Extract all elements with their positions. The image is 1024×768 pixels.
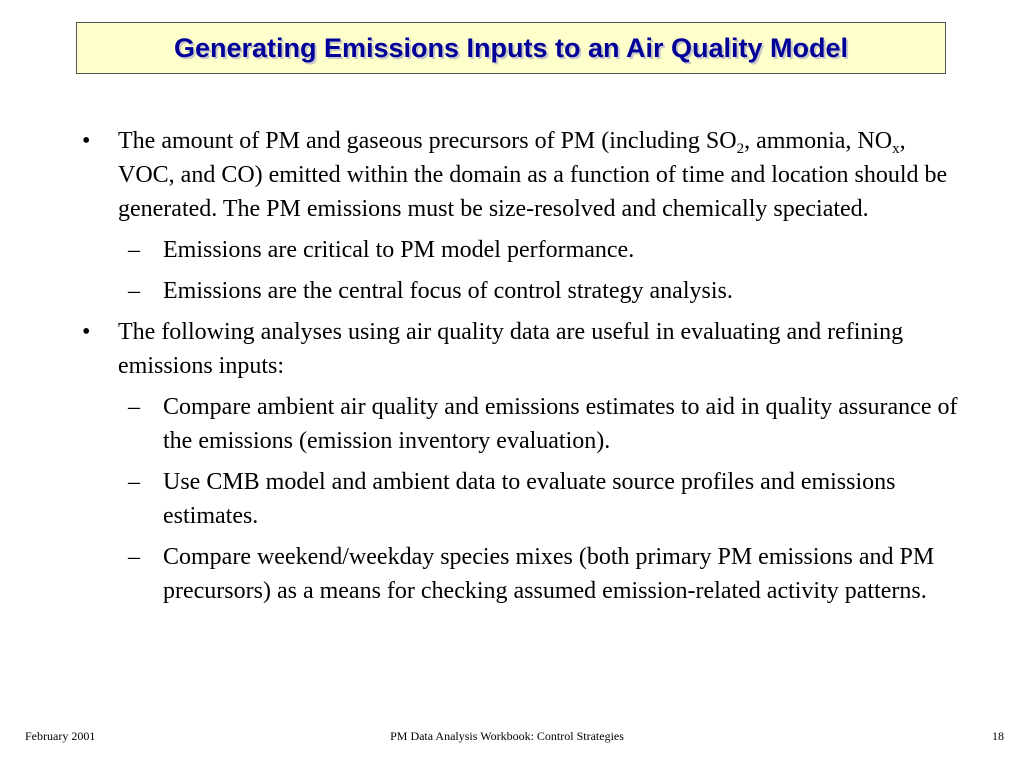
- slide-content: [82, 124, 962, 615]
- bullet-text-part: , VOC, and CO) emitted within the domain as a function of time and location should be generated. The PM emissions must be size-resolved and chemically speciated.: [118, 128, 948, 222]
- bullet-item: [82, 124, 962, 226]
- sub-bullet-text: Use CMB model and ambient data to evaluate source profiles and emissions estimates.: [163, 469, 896, 529]
- bullet-marker: •: [82, 319, 91, 345]
- bullet-text: The following analyses using air quality data are useful in evaluating and refining emissions inputs:: [118, 319, 904, 379]
- title-box: [76, 22, 946, 74]
- bullet-text-part: The amount of PM and gaseous precursors of PM (including SO: [118, 128, 737, 154]
- dash-marker: –: [128, 394, 140, 420]
- sub-bullet-item: [82, 233, 962, 267]
- subscript-2: 2: [736, 141, 745, 157]
- sub-bullet-text: Emissions are critical to PM model performance.: [163, 237, 635, 263]
- sub-bullet-text: Compare weekend/weekday species mixes (both primary PM emissions and PM precursors) as a means for checking assumed emission-related activity patterns.: [163, 544, 935, 604]
- dash-marker: –: [128, 278, 140, 304]
- dash-marker: –: [128, 469, 140, 495]
- slide-title: Generating Emissions Inputs to an Air Quality Model: [173, 32, 849, 63]
- sub-bullet-item: [82, 540, 962, 608]
- bullet-item: [82, 315, 962, 383]
- bullet-marker: •: [82, 128, 91, 154]
- footer-title: PM Data Analysis Workbook: Control Strategies: [390, 729, 624, 743]
- sub-bullet-item: [82, 465, 962, 533]
- sub-bullet-item: [82, 274, 962, 308]
- page-number: 18: [992, 729, 1004, 743]
- sub-bullet-text: Compare ambient air quality and emissions estimates to aid in quality assurance of the emissions (emission inventory evaluation).: [163, 394, 958, 454]
- dash-marker: –: [128, 237, 140, 263]
- subscript-x: x: [892, 141, 900, 157]
- bullet-text-part: , ammonia, NO: [744, 128, 893, 154]
- sub-bullet-text: Emissions are the central focus of control strategy analysis.: [163, 278, 733, 304]
- footer-date: February 2001: [25, 729, 96, 743]
- sub-bullet-item: [82, 390, 962, 458]
- dash-marker: –: [128, 544, 140, 570]
